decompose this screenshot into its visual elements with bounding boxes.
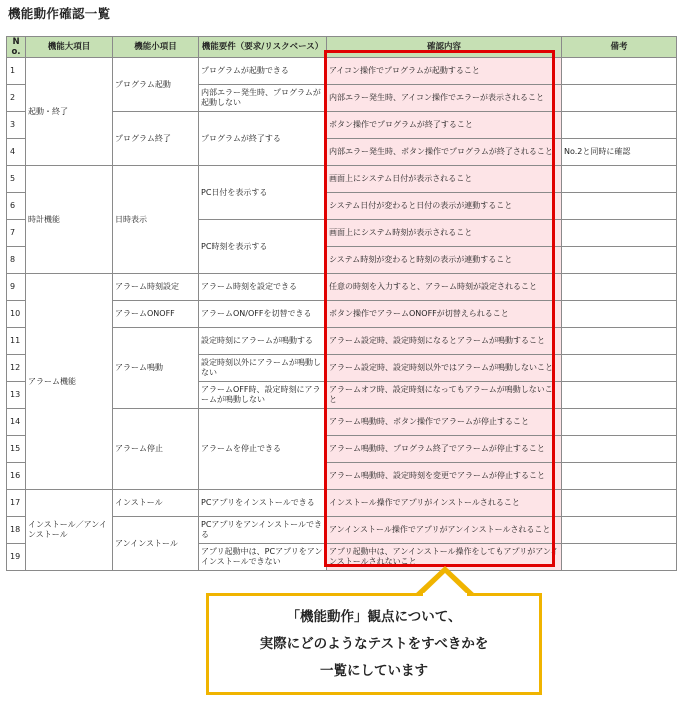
- note-cell: [562, 193, 677, 220]
- row-no: 9: [7, 274, 26, 301]
- function-check-table: [6, 36, 677, 571]
- requirement: 設定時刻にアラームが鳴動する: [199, 328, 327, 355]
- check-content: アラーム鳴動時、ボタン操作でアラームが停止すること: [327, 409, 562, 436]
- note-cell: [562, 85, 677, 112]
- sheet-title: 機能動作確認一覧: [8, 6, 111, 21]
- minor-item: プログラム起動: [113, 58, 199, 112]
- note-cell: [562, 58, 677, 85]
- note-cell: [562, 220, 677, 247]
- requirement: プログラムが終了する: [199, 112, 327, 166]
- row-no: 8: [7, 247, 26, 274]
- header-requirement: 機能要件（要求/リスクベース）: [199, 37, 327, 58]
- note-cell: [562, 382, 677, 409]
- major-item: 時計機能: [26, 166, 113, 274]
- minor-item: アラーム停止: [113, 409, 199, 490]
- row-no: 3: [7, 112, 26, 139]
- note-cell: [562, 166, 677, 193]
- note-cell: [562, 463, 677, 490]
- minor-item: インストール: [113, 490, 199, 517]
- callout-joint: [423, 593, 467, 596]
- note-cell: [562, 436, 677, 463]
- row-no: 15: [7, 436, 26, 463]
- note-cell: [562, 355, 677, 382]
- check-content: アラーム設定時、設定時刻になるとアラームが鳴動すること: [327, 328, 562, 355]
- check-content: 任意の時刻を入力すると、アラーム時刻が設定されること: [327, 274, 562, 301]
- check-content: アイコン操作でプログラムが起動すること: [327, 58, 562, 85]
- check-content: ボタン操作でプログラムが終了すること: [327, 112, 562, 139]
- row-no: 11: [7, 328, 26, 355]
- minor-item: プログラム終了: [113, 112, 199, 166]
- requirement: PC時刻を表示する: [199, 220, 327, 274]
- table-row: [7, 490, 677, 517]
- requirement: プログラムが起動できる: [199, 58, 327, 85]
- check-content: インストール操作でアプリがインストールされること: [327, 490, 562, 517]
- requirement: PCアプリをインストールできる: [199, 490, 327, 517]
- callout-line-1: 「機能動作」観点について、: [286, 608, 462, 625]
- header-major: 機能大項目: [26, 37, 113, 58]
- row-no: 2: [7, 85, 26, 112]
- requirement: PCアプリをアンインストールできる: [199, 517, 327, 544]
- row-no: 10: [7, 301, 26, 328]
- requirement: アラームを停止できる: [199, 409, 327, 490]
- row-no: 7: [7, 220, 26, 247]
- header-minor: 機能小項目: [113, 37, 199, 58]
- note-cell: [562, 544, 677, 571]
- requirement: アラームOFF時、設定時刻にアラームが鳴動しない: [199, 382, 327, 409]
- requirement: 設定時刻以外にアラームが鳴動しない: [199, 355, 327, 382]
- requirement: アプリ起動中は、PCアプリをアンインストールできない: [199, 544, 327, 571]
- note-cell: [562, 112, 677, 139]
- check-content: アプリ起動中は、アンインストール操作をしてもアプリがアンインストールされないこと: [327, 544, 562, 571]
- major-item: 起動・終了: [26, 58, 113, 166]
- row-no: 1: [7, 58, 26, 85]
- check-content: アンインストール操作でアプリがアンインストールされること: [327, 517, 562, 544]
- minor-item: アンインストール: [113, 517, 199, 571]
- row-no: 19: [7, 544, 26, 571]
- table-row: [7, 274, 677, 301]
- check-content: システム日付が変わると日付の表示が連動すること: [327, 193, 562, 220]
- table-row: [7, 166, 677, 193]
- major-item: アラーム機能: [26, 274, 113, 490]
- major-item: インストール／アンインストール: [26, 490, 113, 571]
- minor-item: アラーム時刻設定: [113, 274, 199, 301]
- requirement: PC日付を表示する: [199, 166, 327, 220]
- callout-line-2: 実際にどのようなテストをすべきかを: [259, 635, 489, 652]
- check-content: ボタン操作でアラームONOFFが切替えられること: [327, 301, 562, 328]
- minor-item: アラーム鳴動: [113, 328, 199, 409]
- row-no: 17: [7, 490, 26, 517]
- minor-item: アラームONOFF: [113, 301, 199, 328]
- check-content: アラーム鳴動時、設定時刻を変更でアラームが停止すること: [327, 463, 562, 490]
- check-content: 内部エラー発生時、アイコン操作でエラーが表示されること: [327, 85, 562, 112]
- check-content: アラーム設定時、設定時刻以外ではアラームが鳴動しないこと: [327, 355, 562, 382]
- row-no: 13: [7, 382, 26, 409]
- check-content: 画面上にシステム時刻が表示されること: [327, 220, 562, 247]
- row-no: 14: [7, 409, 26, 436]
- header-check: 確認内容: [327, 37, 562, 58]
- row-no: 4: [7, 139, 26, 166]
- note-cell: [562, 247, 677, 274]
- callout-line-3: 一覧にしています: [320, 662, 428, 679]
- row-no: 12: [7, 355, 26, 382]
- check-content: 画面上にシステム日付が表示されること: [327, 166, 562, 193]
- check-content: システム時刻が変わると時刻の表示が連動すること: [327, 247, 562, 274]
- row-no: 18: [7, 517, 26, 544]
- note-cell: [562, 490, 677, 517]
- callout-box: [206, 593, 542, 695]
- note-cell: [562, 301, 677, 328]
- row-no: 5: [7, 166, 26, 193]
- header-row: [7, 37, 677, 58]
- note-cell: [562, 409, 677, 436]
- header-no: No.: [7, 37, 26, 58]
- row-no: 16: [7, 463, 26, 490]
- minor-item: 日時表示: [113, 166, 199, 274]
- table-row: [7, 58, 677, 85]
- note-cell: [562, 274, 677, 301]
- requirement: アラームON/OFFを切替できる: [199, 301, 327, 328]
- note-cell: No.2と同時に確認: [562, 139, 677, 166]
- check-content: アラームオフ時、設定時刻になってもアラームが鳴動しないこと: [327, 382, 562, 409]
- requirement: アラーム時刻を設定できる: [199, 274, 327, 301]
- header-notes: 備考: [562, 37, 677, 58]
- requirement: 内部エラー発生時、プログラムが起動しない: [199, 85, 327, 112]
- row-no: 6: [7, 193, 26, 220]
- note-cell: [562, 517, 677, 544]
- check-content: 内部エラー発生時、ボタン操作でプログラムが終了されること: [327, 139, 562, 166]
- check-content: アラーム鳴動時、プログラム終了でアラームが停止すること: [327, 436, 562, 463]
- note-cell: [562, 328, 677, 355]
